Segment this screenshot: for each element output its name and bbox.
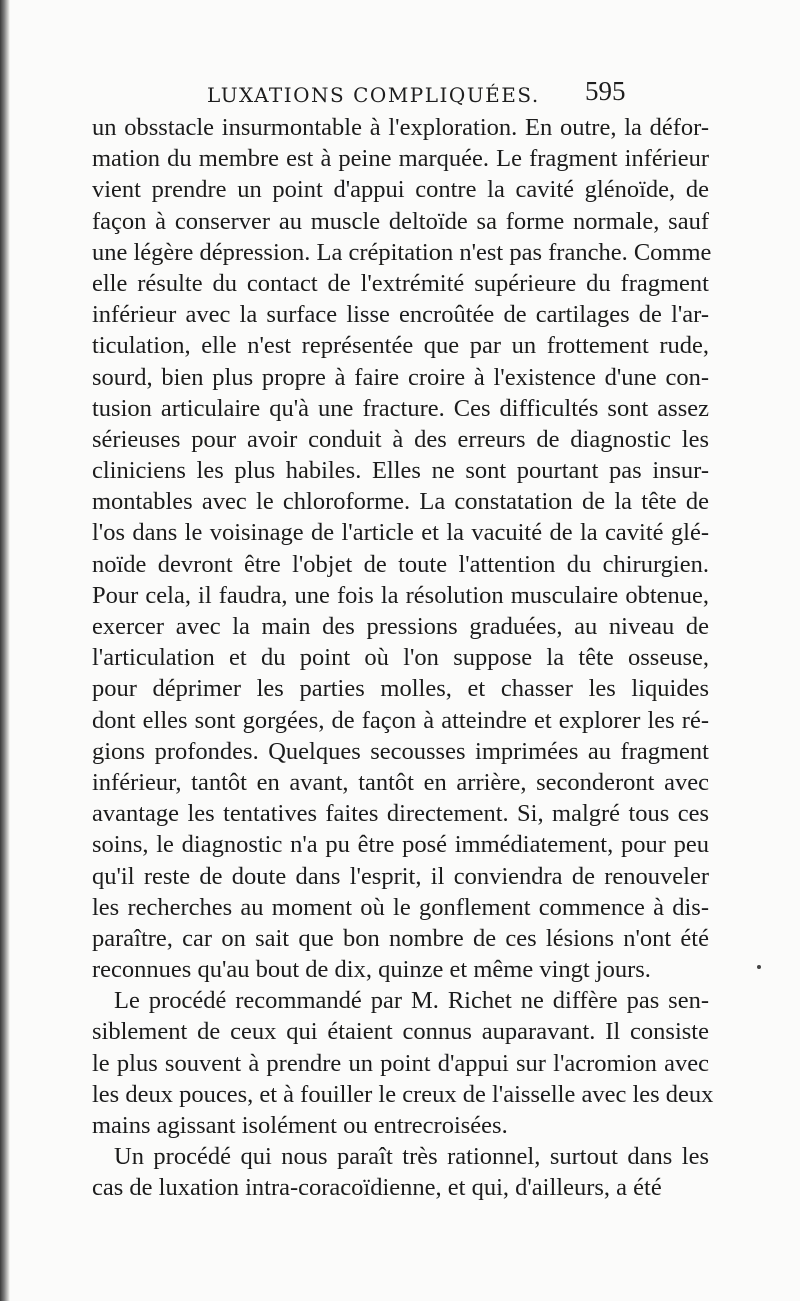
ink-speck: [757, 965, 761, 969]
text-line: façon à conserver au muscle deltoïde sa forme normale, sauf: [92, 207, 709, 235]
text-line: pour déprimer les parties molles, et chasser les liquides: [92, 675, 709, 703]
text-line: vient prendre un point d'appui contre la cavité glénoïde, de: [92, 176, 709, 204]
text-line: noïde devront être l'objet de toute l'attention du chirurgien.: [92, 550, 709, 578]
text-line: les deux pouces, et à fouiller le creux de l'aisselle avec les deux: [92, 1080, 714, 1108]
text-line: inférieur, tantôt en avant, tantôt en arrière, seconderont avec: [92, 768, 709, 796]
text-line: l'os dans le voisinage de l'article et la vacuité de la cavité glé-: [92, 519, 709, 547]
text-line: un obsstacle insurmontable à l'exploration. En outre, la défor-: [92, 114, 709, 141]
text-line: qu'il reste de doute dans l'esprit, il conviendra de renouveler: [92, 862, 709, 890]
text-line: dont elles sont gorgées, de façon à atteindre et explorer les ré-: [92, 706, 709, 734]
text-line: tusion articulaire qu'à une fracture. Ces difficultés sont assez: [92, 394, 709, 422]
text-line: soins, le diagnostic n'a pu être posé immédiatement, pour peu: [92, 831, 709, 859]
text-line: paraître, car on sait que bon nombre de ces lésions n'ont été: [92, 924, 709, 952]
text-line: sourd, bien plus propre à faire croire à l'existence d'une con-: [92, 363, 709, 391]
text-line: avantage les tentatives faites directement. Si, malgré tous ces: [92, 800, 709, 828]
text-line: Pour cela, il faudra, une fois la résolution musculaire obtenue,: [92, 581, 709, 609]
text-line: exercer avec la main des pressions graduées, au niveau de: [92, 613, 709, 640]
text-line: siblement de ceux qui étaient connus auparavant. Il consiste: [92, 1018, 709, 1046]
paragraph-start-line: Un procédé qui nous paraît très rationnel, surtout dans les: [114, 1143, 709, 1171]
text-line: montables avec le chloroforme. La constatation de la tête de: [92, 488, 709, 516]
running-head: LUXATIONS COMPLIQUÉES.: [207, 83, 540, 107]
text-line: une légère dépression. La crépitation n'est pas franche. Comme: [92, 238, 712, 266]
text-line: gions profondes. Quelques secousses imprimées au fragment: [92, 737, 709, 765]
paragraph-end-line: mains agissant isolément ou entrecroisées.: [92, 1112, 508, 1139]
paragraph-end-line: reconnues qu'au bout de dix, quinze et même vingt jours.: [92, 956, 651, 984]
binding-gutter-shadow: [0, 0, 10, 1301]
text-line: ticulation, elle n'est représentée que par un frottement rude,: [92, 332, 709, 360]
text-line: cliniciens les plus habiles. Elles ne sont pourtant pas insur-: [92, 457, 709, 485]
text-line: inférieur avec la surface lisse encroûtée de cartilages de l'ar-: [92, 301, 709, 329]
text-line: cas de luxation intra-coracoïdienne, et qui, d'ailleurs, a été: [92, 1174, 662, 1202]
text-line: elle résulte du contact de l'extrémité supérieure du fragment: [92, 269, 709, 297]
text-line: sérieuses pour avoir conduit à des erreurs de diagnostic les: [92, 425, 709, 453]
text-line: le plus souvent à prendre un point d'appui sur l'acromion avec: [92, 1049, 709, 1077]
body-text: [92, 112, 714, 1204]
text-line: mation du membre est à peine marquée. Le fragment inférieur: [92, 145, 709, 173]
page-number: 595: [585, 76, 626, 106]
paragraph-start-line: Le procédé recommandé par M. Richet ne diffère pas sen-: [114, 987, 709, 1015]
text-line: les recherches au moment où le gonflement commence à dis-: [92, 893, 709, 921]
text-line: l'articulation et du point où l'on suppose la tête osseuse,: [92, 644, 709, 672]
